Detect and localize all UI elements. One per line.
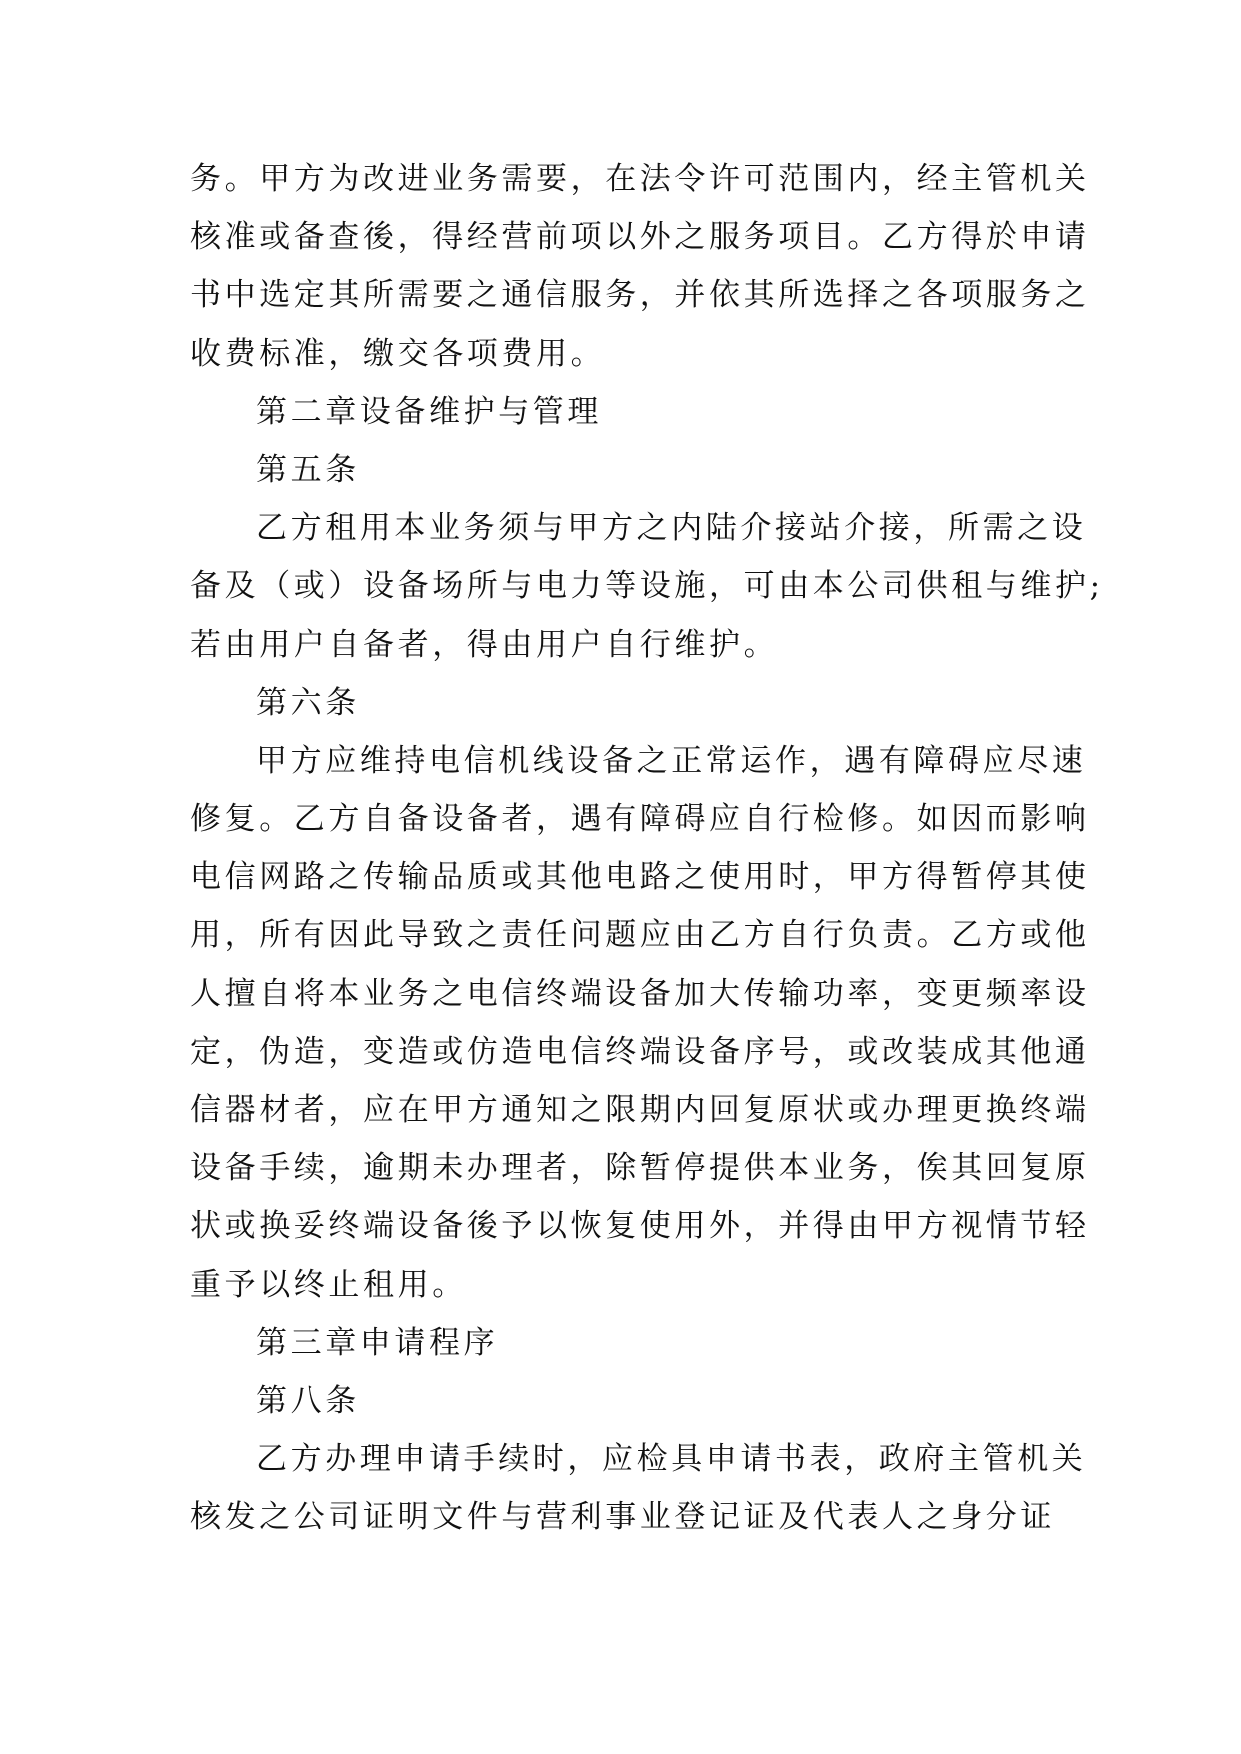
text-line: 修复。乙方自备设备者，遇有障碍应自行检修。如因而影响 [190, 801, 1090, 838]
text-line: 核准或备查後，得经营前项以外之服务项目。乙方得於申请 [190, 219, 1090, 256]
text-line: 重予以终止租用。 [190, 1266, 467, 1303]
text-line: 乙方办理申请手续时，应检具申请书表，政府主管机关 [256, 1441, 1087, 1478]
text-line: 定，伪造，变造或仿造电信终端设备序号，或改装成其他通 [190, 1033, 1090, 1070]
text-line: 第六条 [256, 684, 360, 721]
text-line: 乙方租用本业务须与甲方之内陆介接站介接，所需之设 [256, 510, 1087, 547]
text-line: 核发之公司证明文件与营利事业登记证及代表人之身分证 [190, 1499, 1055, 1536]
text-line: 电信网路之传输品质或其他电路之使用时，甲方得暂停其使 [190, 859, 1090, 896]
text-line: 收费标准，缴交各项费用。 [190, 335, 606, 372]
text-line: 若由用户自备者，得由用户自行维护。 [190, 626, 779, 663]
text-line: 信器材者，应在甲方通知之限期内回复原状或办理更换终端 [190, 1092, 1090, 1128]
text-line: 状或换妥终端设备後予以恢复使用外，并得由甲方视情节轻 [190, 1208, 1090, 1245]
text-line: 甲方应维持电信机线设备之正常运作，遇有障碍应尽速 [256, 742, 1087, 779]
text-line: 第二章设备维护与管理 [256, 393, 602, 430]
text-line: 第三章申请程序 [256, 1324, 499, 1361]
text-line: 人擅自将本业务之电信终端设备加大传输功率，变更频率设 [190, 975, 1090, 1012]
text-line: 备及（或）设备场所与电力等设施，可由本公司供租与维护; [190, 568, 1104, 605]
text-line: 第八条 [256, 1382, 360, 1419]
text-line: 书中选定其所需要之通信服务，并依其所选择之各项服务之 [190, 277, 1090, 314]
document-body [190, 150, 1104, 1547]
text-line: 务。甲方为改进业务需要，在法令许可范围内，经主管机关 [190, 161, 1090, 197]
text-line: 用，所有因此导致之责任问题应由乙方自行负责。乙方或他 [190, 917, 1090, 954]
text-line: 设备手续，逾期未办理者，除暂停提供本业务，俟其回复原 [190, 1150, 1090, 1187]
text-line: 第五条 [256, 451, 360, 488]
